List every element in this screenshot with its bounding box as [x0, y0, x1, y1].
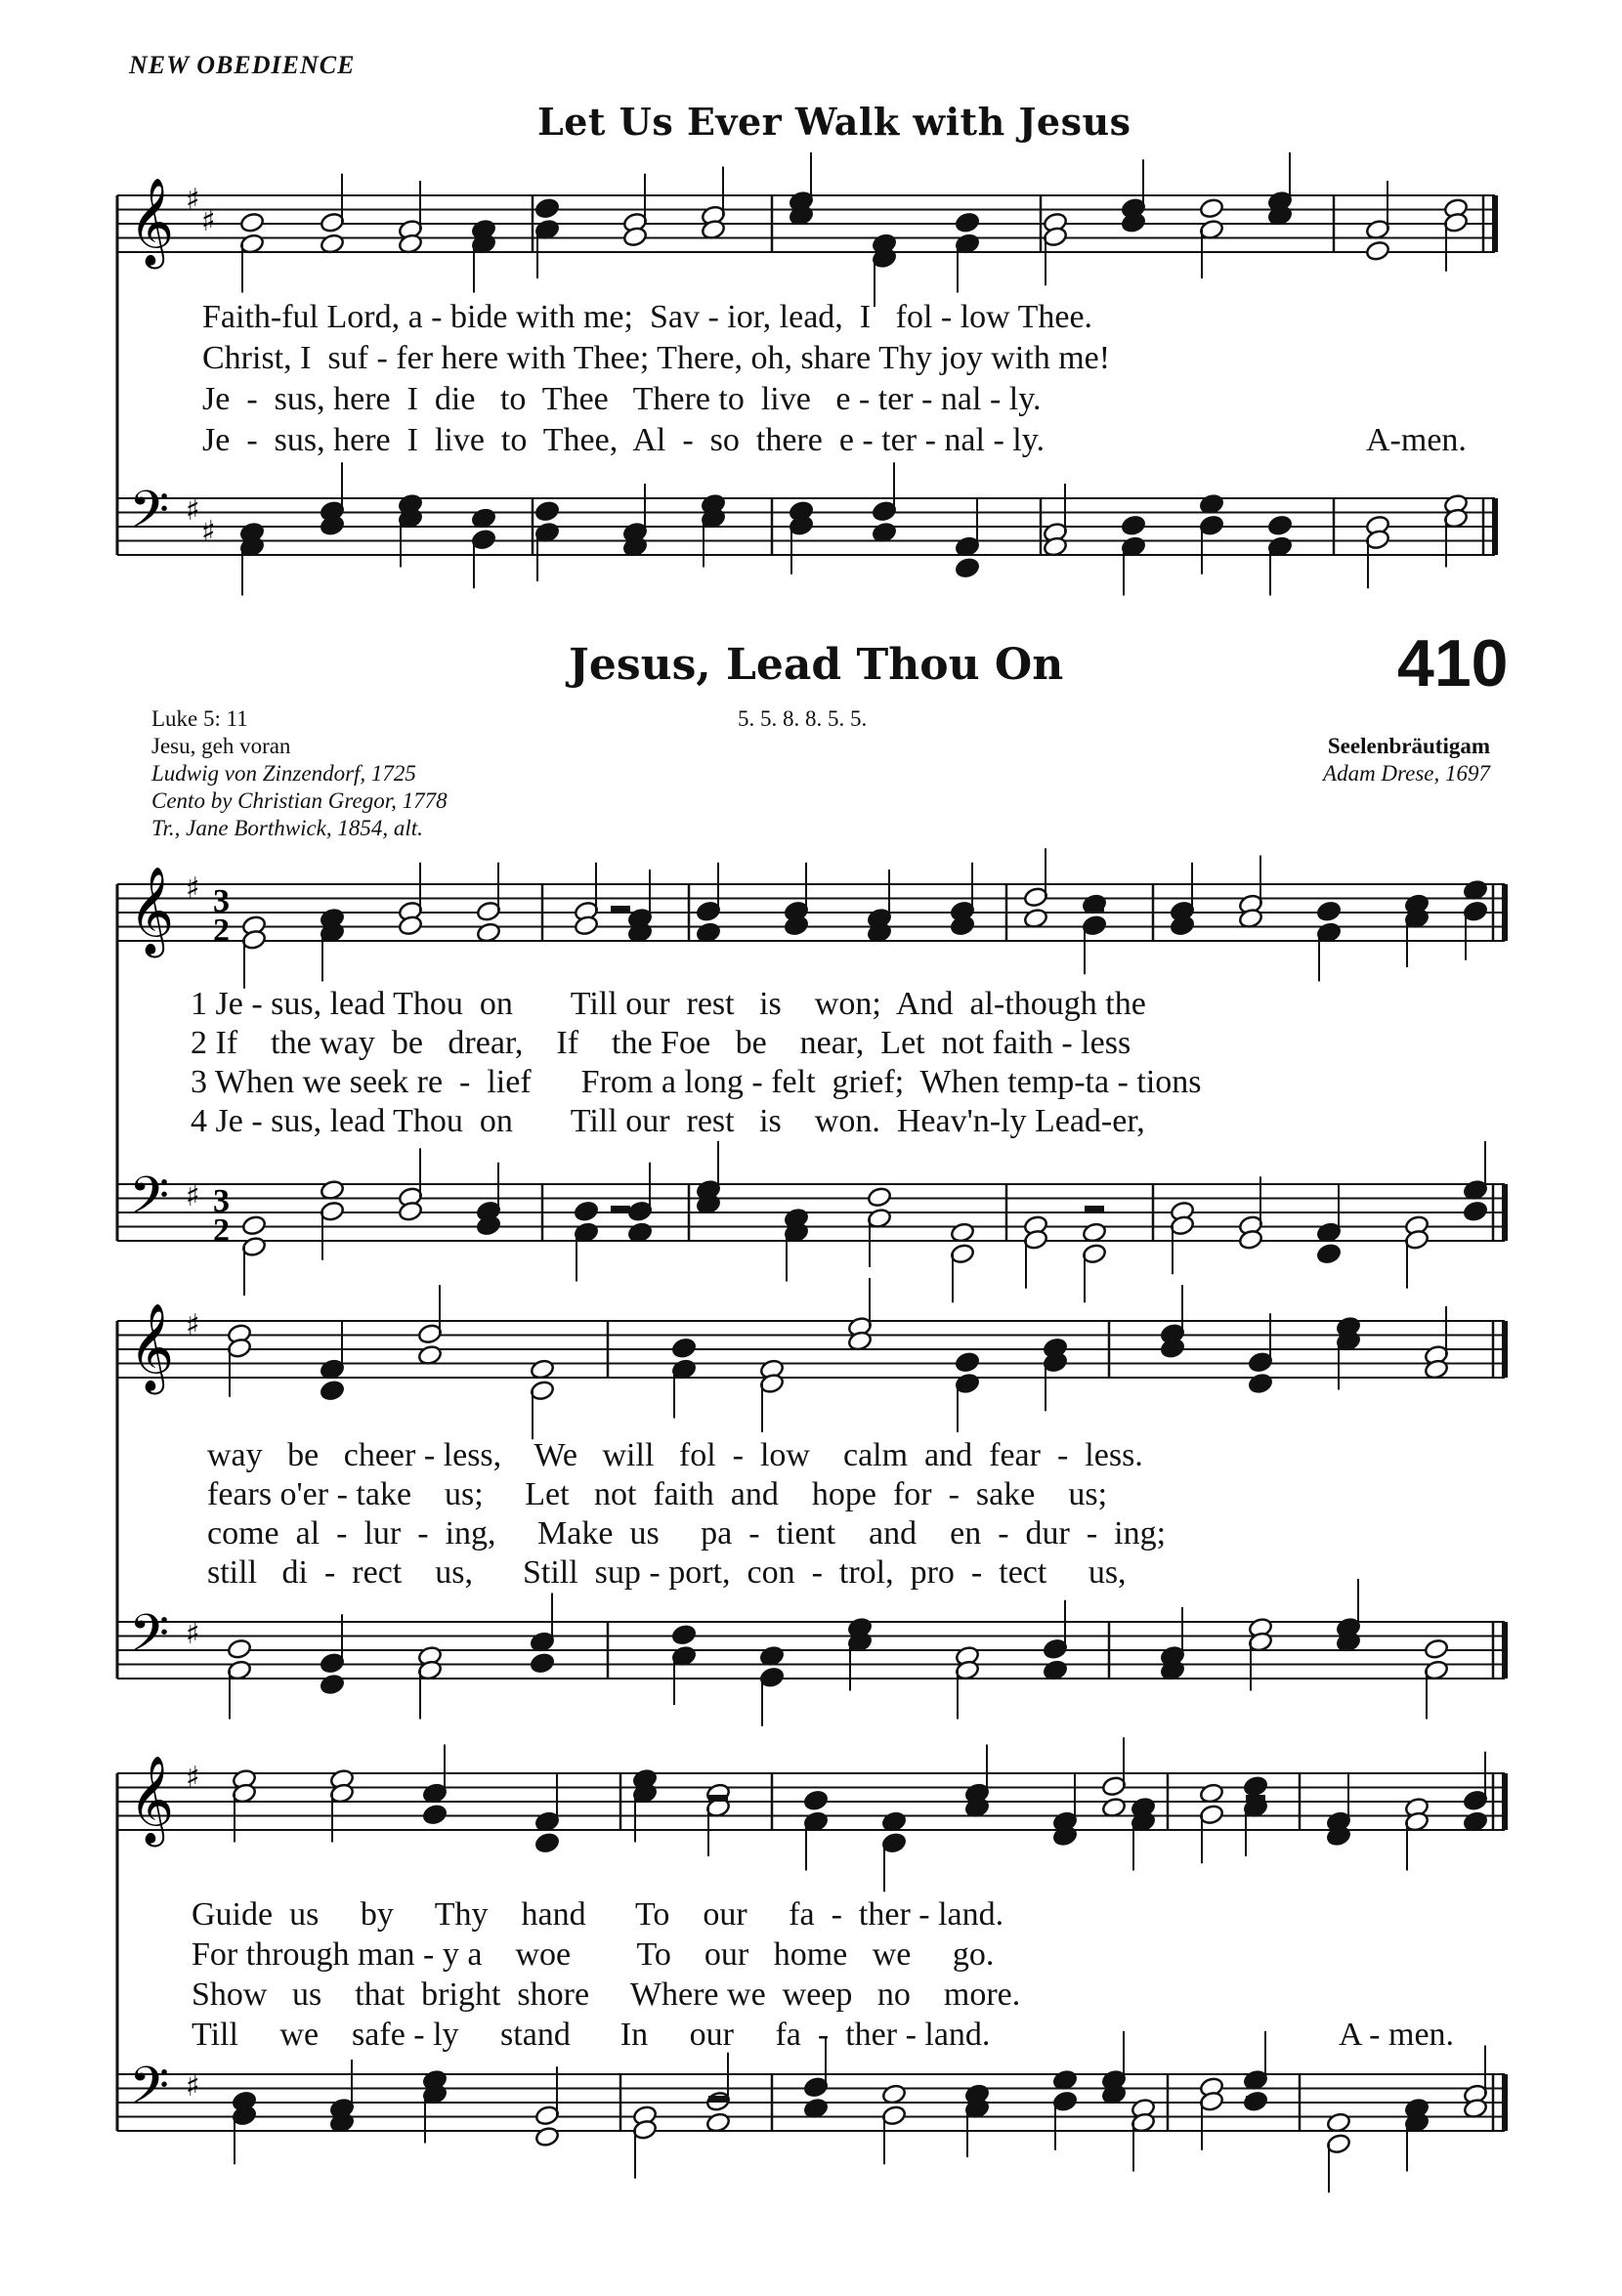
notehead — [534, 1832, 560, 1854]
notehead — [534, 197, 560, 220]
hymn-b-s3-verse-1: Guide us by Thy hand To our fa - ther - land. — [192, 1896, 1004, 1933]
sharp-icon: ♯ — [186, 1617, 200, 1651]
composer-credit: Adam Drese, 1697 — [1323, 761, 1490, 786]
sharp-icon: ♯ — [201, 515, 216, 549]
treble-clef-icon: 𝄞 — [129, 1303, 175, 1391]
sharp-icon: ♯ — [186, 1761, 200, 1795]
hymn-b-s1-verse-2: 2 If the way be drear, If the Foe be near, Let not faith - less — [191, 1025, 1131, 1061]
hymn-b-title: Jesus, Lead Thou On — [569, 640, 1064, 690]
hymn-b-s2-verse-3: come al - lur - ing, Make us pa - tient and en - dur - ing; — [207, 1515, 1167, 1552]
treble-clef-icon: 𝄞 — [129, 1756, 175, 1844]
notehead — [803, 1789, 829, 1811]
bass-clef-icon: 𝄢 — [129, 481, 170, 553]
half-rest — [708, 1795, 728, 1802]
notehead — [320, 1674, 345, 1696]
notehead — [534, 2126, 560, 2148]
notehead — [241, 1214, 267, 1237]
notehead — [1424, 1637, 1449, 1660]
notehead — [227, 1637, 252, 1660]
hymn-a-verse-2: Christ, I suf - fer here with Thee; There, oh, share Thy joy with me! — [202, 340, 1111, 376]
notehead — [955, 1351, 980, 1374]
bass-clef-icon: 𝄢 — [129, 1167, 170, 1239]
hymn-a-amen: A-men. — [1366, 422, 1467, 458]
hymn-a-verse-1: Faith-ful Lord, a - bide with me; Sav - ior, lead, I fol - low Thee. — [202, 299, 1093, 335]
text-author: Ludwig von Zinzendorf, 1725 — [151, 761, 416, 786]
sharp-icon: ♯ — [186, 2069, 200, 2104]
hymn-b-s1-verse-1: 1 Je - sus, lead Thou on Till our rest is won; And al-though the — [191, 986, 1146, 1022]
sharp-icon: ♯ — [186, 1308, 200, 1342]
hymn-b-s2-verse-4: still di - rect us, Still sup - port, con - trol, pro - tect us, — [207, 1554, 1127, 1591]
scripture-reference: Luke 5: 11 — [151, 706, 248, 731]
notehead — [534, 500, 560, 523]
notehead — [422, 1804, 448, 1826]
time-signature-bottom: 2 — [213, 1212, 230, 1249]
hymn-b-s2-verse-2: fears o'er - take us; Let not faith and hope for - sake us; — [207, 1476, 1108, 1512]
notehead — [671, 1624, 697, 1646]
notehead — [955, 557, 980, 579]
time-signature-top: 3 — [213, 883, 230, 919]
notehead — [239, 211, 265, 234]
translator-credit: Tr., Jane Borthwick, 1854, alt. — [151, 816, 423, 840]
time-signature-bottom: 2 — [213, 913, 230, 949]
notehead — [955, 211, 980, 234]
time-signature-top: 3 — [213, 1183, 230, 1219]
half-rest — [1246, 1795, 1265, 1802]
sharp-icon: ♯ — [186, 872, 200, 906]
notehead — [1267, 514, 1293, 536]
notehead — [1121, 514, 1146, 536]
bass-clef-icon: 𝄢 — [129, 1604, 170, 1677]
tune-name: Seelenbräutigam — [1327, 734, 1490, 758]
notehead — [1316, 900, 1342, 922]
half-rest — [1085, 906, 1104, 913]
notehead — [1248, 1373, 1273, 1395]
treble-clef-icon: 𝄞 — [129, 178, 175, 266]
half-rest — [611, 906, 630, 913]
hymn-b-s3-verse-2: For through man - y a woe To our home we go. — [192, 1936, 995, 1973]
notehead — [530, 1652, 555, 1675]
notehead — [1243, 1775, 1268, 1798]
notehead — [1365, 239, 1390, 262]
sharp-icon: ♯ — [201, 204, 216, 238]
sharp-icon: ♯ — [186, 183, 200, 217]
hymn-b-s1-verse-3: 3 When we seek re - lief From a long - felt grief; When temp-ta - tions — [191, 1064, 1202, 1100]
hymn-a-verse-3: Je - sus, here I die to Thee There to live e - ter - nal - ly. — [202, 381, 1042, 417]
notehead — [1316, 1243, 1342, 1265]
notehead — [867, 1186, 892, 1209]
notehead — [1199, 197, 1224, 220]
sharp-icon: ♯ — [186, 1179, 200, 1213]
half-rest — [1085, 1206, 1104, 1212]
treble-clef-icon: 𝄞 — [129, 867, 175, 955]
hymn-b-amen: A - men. — [1339, 2017, 1455, 2053]
notehead — [574, 1200, 599, 1222]
hymn-b-s2-verse-1: way be cheer - less, We will fol - low calm and fear - less. — [207, 1437, 1143, 1473]
hymn-b-s3-verse-3: Show us that bright shore Where we weep no more. — [192, 1977, 1021, 2013]
running-head: NEW OBEDIENCE — [129, 51, 356, 79]
hymn-a-verse-4: Je - sus, here I live to Thee, Al - so there e - ter - nal - ly. — [202, 422, 1046, 458]
notehead — [320, 1380, 345, 1402]
half-rest — [611, 1206, 630, 1212]
hymn-number: 410 — [1397, 626, 1509, 701]
hymn-b-s1-verse-4: 4 Je - sus, lead Thou on Till our rest is won. Heav'n-ly Lead-er, — [191, 1103, 1145, 1139]
sharp-icon: ♯ — [186, 493, 200, 528]
original-title: Jesu, geh voran — [151, 734, 291, 758]
half-rest — [1246, 2096, 1265, 2103]
hymn-b-s3-verse-4: Till we safe - ly stand In our fa - ther - land. — [192, 2017, 991, 2053]
hymn-a-title: Let Us Ever Walk with Jesus — [537, 100, 1131, 144]
half-rest — [708, 2096, 728, 2103]
bass-clef-icon: 𝄢 — [129, 2057, 170, 2129]
meter: 5. 5. 8. 8. 5. 5. — [738, 706, 868, 731]
notehead — [1463, 1200, 1488, 1222]
notehead — [671, 1337, 697, 1359]
cento-credit: Cento by Christian Gregor, 1778 — [151, 788, 448, 813]
